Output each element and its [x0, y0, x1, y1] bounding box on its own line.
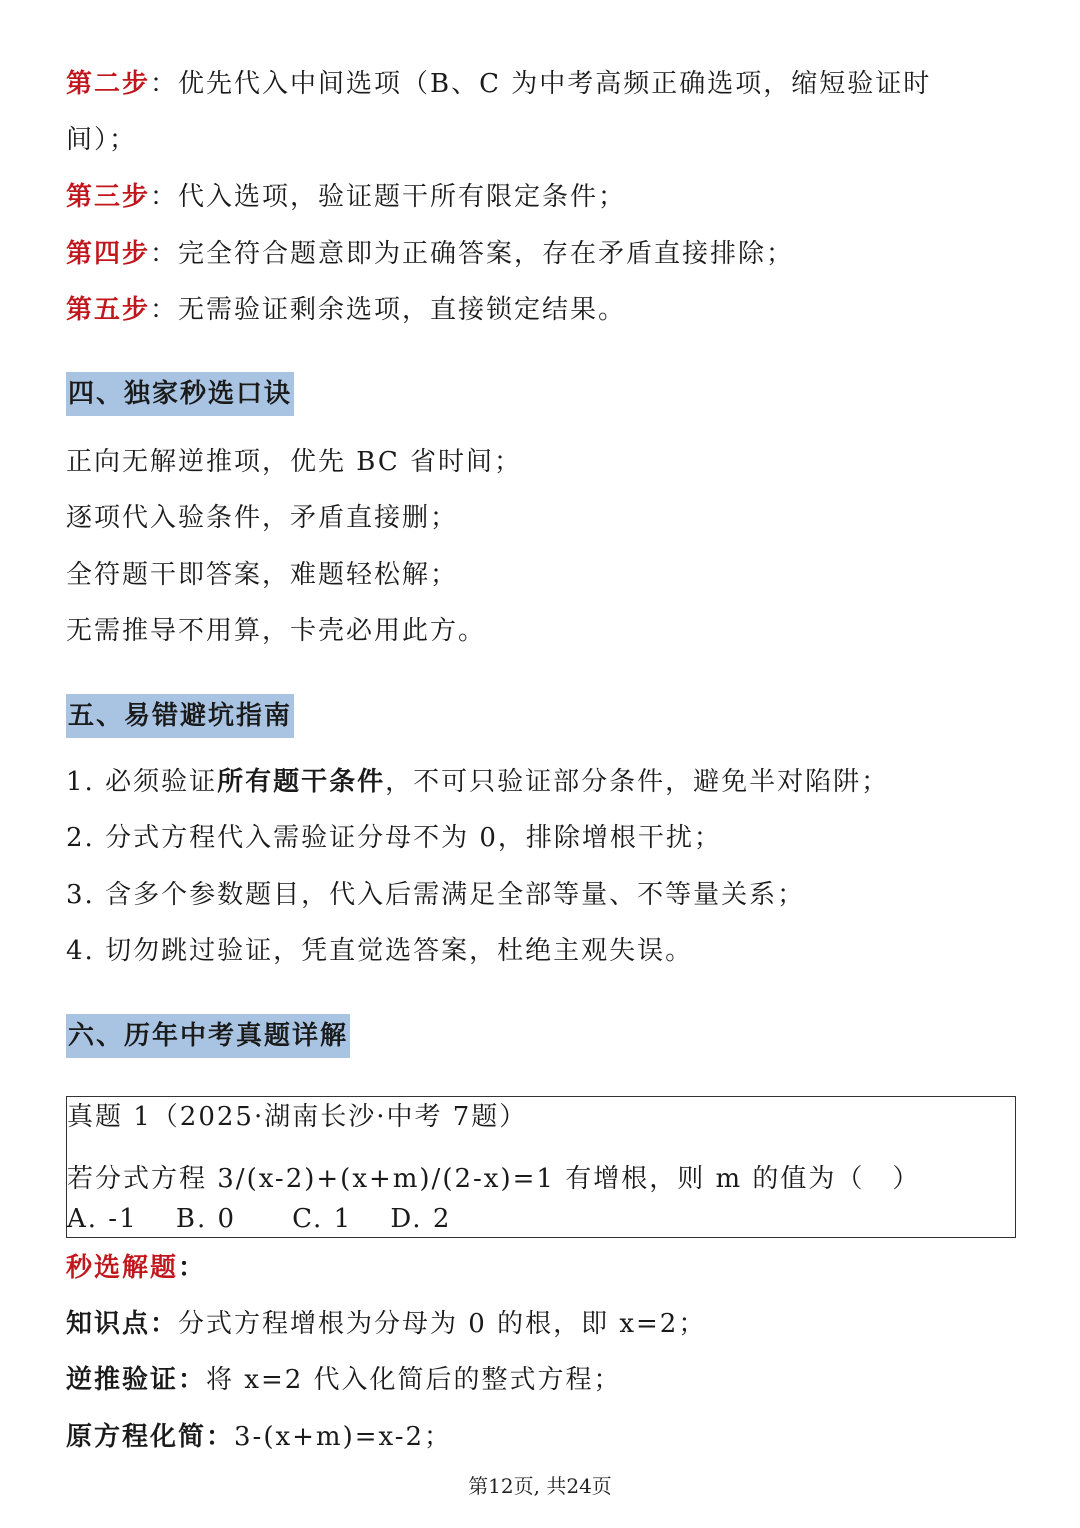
- document-page: [66, 0, 1026, 1528]
- question-options: A. -1 B. 0 C. 1 D. 2: [67, 1204, 452, 1234]
- step-label: 第三步: [66, 182, 151, 212]
- step-text: 代入选项，验证题干所有限定条件；: [178, 182, 627, 212]
- solution-heading: 秒选解题：: [66, 1253, 207, 1283]
- step-text: 间）；: [66, 125, 138, 155]
- tip-item-4: 4. 切勿跳过验证，凭直觉选答案，杜绝主观失误。: [66, 936, 694, 966]
- step-label: 第五步: [66, 295, 151, 325]
- step-2-continued: [66, 122, 137, 158]
- solution-label: 秒选解题: [66, 1253, 179, 1283]
- section-heading-5: 五、易错避坑指南: [66, 694, 294, 738]
- step-4: 第四步：完全符合题意即为正确答案，存在矛盾直接排除；: [66, 239, 795, 269]
- step-3: 第三步：代入选项，验证题干所有限定条件；: [66, 182, 627, 212]
- question-title: 真题 1（2025·湖南长沙·中考 7题）: [67, 1102, 528, 1132]
- step-2: 第二步：优先代入中间选项（B、C 为中考高频正确选项，缩短验证时: [66, 69, 932, 99]
- solution-line: 原方程化简：3-(x+m)=x-2；: [66, 1422, 453, 1452]
- mnemonic-line: 全符题干即答案，难题轻松解；: [66, 560, 459, 590]
- step-5: 第五步：无需验证剩余选项，直接锁定结果。: [66, 295, 627, 325]
- step-text: 优先代入中间选项（B、C 为中考高频正确选项，缩短验证时: [178, 69, 932, 99]
- step-label: 第四步: [66, 239, 151, 269]
- section-heading-4: 四、独家秒选口诀: [66, 372, 294, 416]
- page-footer: 第12页, 共24页: [468, 1474, 612, 1498]
- section-heading-6: 六、历年中考真题详解: [66, 1014, 350, 1058]
- solution-line: 逆推验证：将 x=2 代入化简后的整式方程；: [66, 1365, 622, 1395]
- step-label: 第二步: [66, 69, 151, 99]
- mnemonic-line: 正向无解逆推项，优先 BC 省时间；: [66, 447, 523, 477]
- tip-item-2: 2. 分式方程代入需验证分母不为 0，排除增根干扰；: [66, 823, 722, 853]
- mnemonic-line: 无需推导不用算，卡壳必用此方。: [66, 616, 487, 646]
- emphasis-text: 所有题干条件: [217, 767, 386, 797]
- tip-item-1: 1. 必须验证所有题干条件，不可只验证部分条件，避免半对陷阱；: [66, 767, 890, 797]
- mnemonic-line: 逐项代入验条件，矛盾直接删；: [66, 503, 459, 533]
- tip-item-3: 3. 含多个参数题目，代入后需满足全部等量、不等量关系；: [66, 880, 806, 910]
- solution-line: 知识点：分式方程增根为分母为 0 的根，即 x=2；: [66, 1309, 707, 1339]
- question-stem: 若分式方程 3/(x-2)+(x+m)/(2-x)=1 有增根，则 m 的值为（ ）: [67, 1164, 921, 1194]
- step-text: 完全符合题意即为正确答案，存在矛盾直接排除；: [178, 239, 795, 269]
- step-text: 无需验证剩余选项，直接锁定结果。: [178, 295, 627, 325]
- question-box: [66, 1096, 1016, 1238]
